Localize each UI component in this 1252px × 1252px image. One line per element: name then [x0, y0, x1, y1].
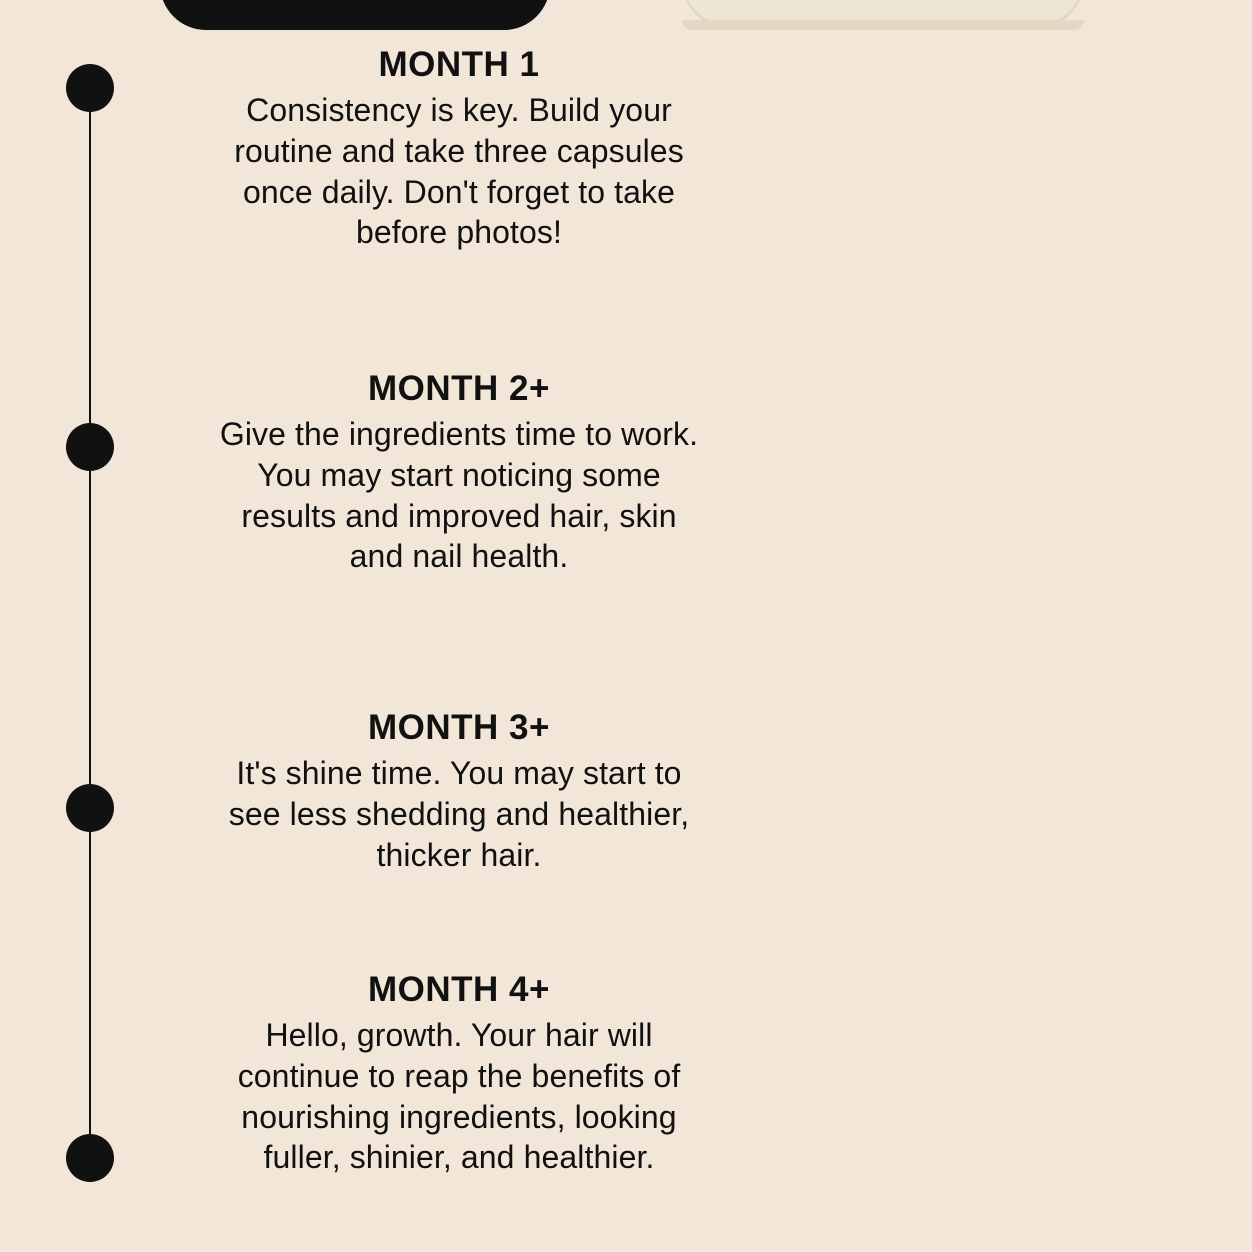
timeline-step-title: MONTH 4+	[368, 970, 550, 1009]
timeline-step-title: MONTH 1	[378, 45, 540, 84]
timeline-step-month-3	[212, 707, 706, 875]
timeline-step-title: MONTH 3+	[368, 708, 550, 747]
timeline-step-body: Hello, growth. Your hair will continue to reap the benefits of nourishing ingredients, looking fuller, shinier, and healthier.	[237, 1017, 681, 1176]
timeline-step-body: Give the ingredients time to work. You may start noticing some results and improved hair, skin and nail health.	[219, 416, 699, 575]
timeline-step-month-1	[212, 44, 706, 253]
timeline-dot-month-4	[66, 1134, 114, 1182]
timeline-dot-month-2	[66, 423, 114, 471]
timeline-dot-month-3	[66, 784, 114, 832]
timeline-line	[89, 88, 91, 1158]
timeline-step-body: It's shine time. You may start to see less shedding and healthier, thicker hair.	[228, 755, 690, 873]
timeline-step-body: Consistency is key. Build your routine and take three capsules once daily. Don't forget to take before photos!	[234, 92, 684, 251]
timeline-step-title: MONTH 2+	[368, 369, 550, 408]
timeline-dot-month-1	[66, 64, 114, 112]
timeline-step-month-2	[212, 368, 706, 577]
timeline-step-month-4	[212, 969, 706, 1178]
